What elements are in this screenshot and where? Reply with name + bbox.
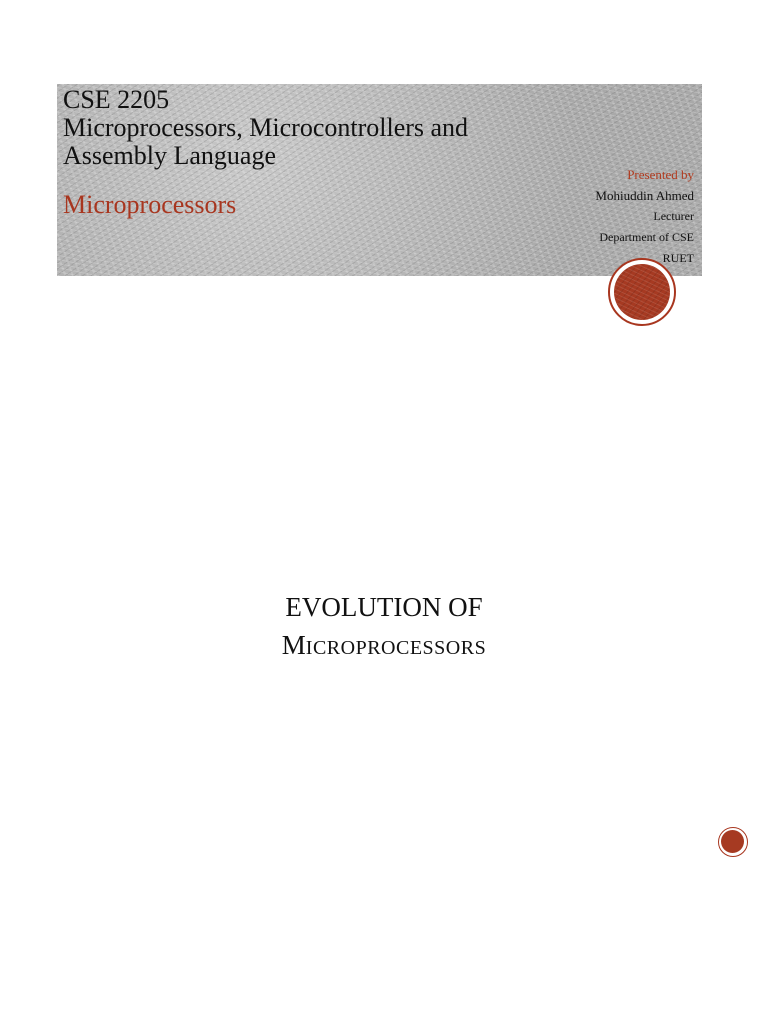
presenter-institution: RUET <box>662 251 694 265</box>
presenter-position: Lecturer <box>653 209 694 223</box>
decorative-circle-fill <box>614 264 670 320</box>
slide-subtitle: Microprocessors <box>63 190 237 219</box>
title-block <box>63 86 623 219</box>
decorative-circle-small-fill <box>721 830 744 853</box>
decorative-circle-large <box>608 258 676 326</box>
presenter-department: Department of CSE <box>599 230 694 244</box>
presented-by-label: Presented by <box>627 167 694 182</box>
course-code: CSE 2205 <box>63 85 170 114</box>
presenter-info <box>595 164 694 269</box>
section-heading-line-2 <box>0 626 768 667</box>
section-heading-line-1: EVOLUTION OF <box>285 592 483 622</box>
decorative-circle-small <box>718 827 748 857</box>
course-title-line-1: Microprocessors, Microcontrollers and <box>63 113 469 142</box>
course-title-line-2: Assembly Language <box>63 141 277 170</box>
section-heading-initial: M <box>281 630 306 660</box>
section-heading-rest: ICROPROCESSORS <box>305 637 487 659</box>
section-heading <box>0 588 768 667</box>
presenter-name: Mohiuddin Ahmed <box>595 188 694 203</box>
title-slide <box>0 0 768 340</box>
